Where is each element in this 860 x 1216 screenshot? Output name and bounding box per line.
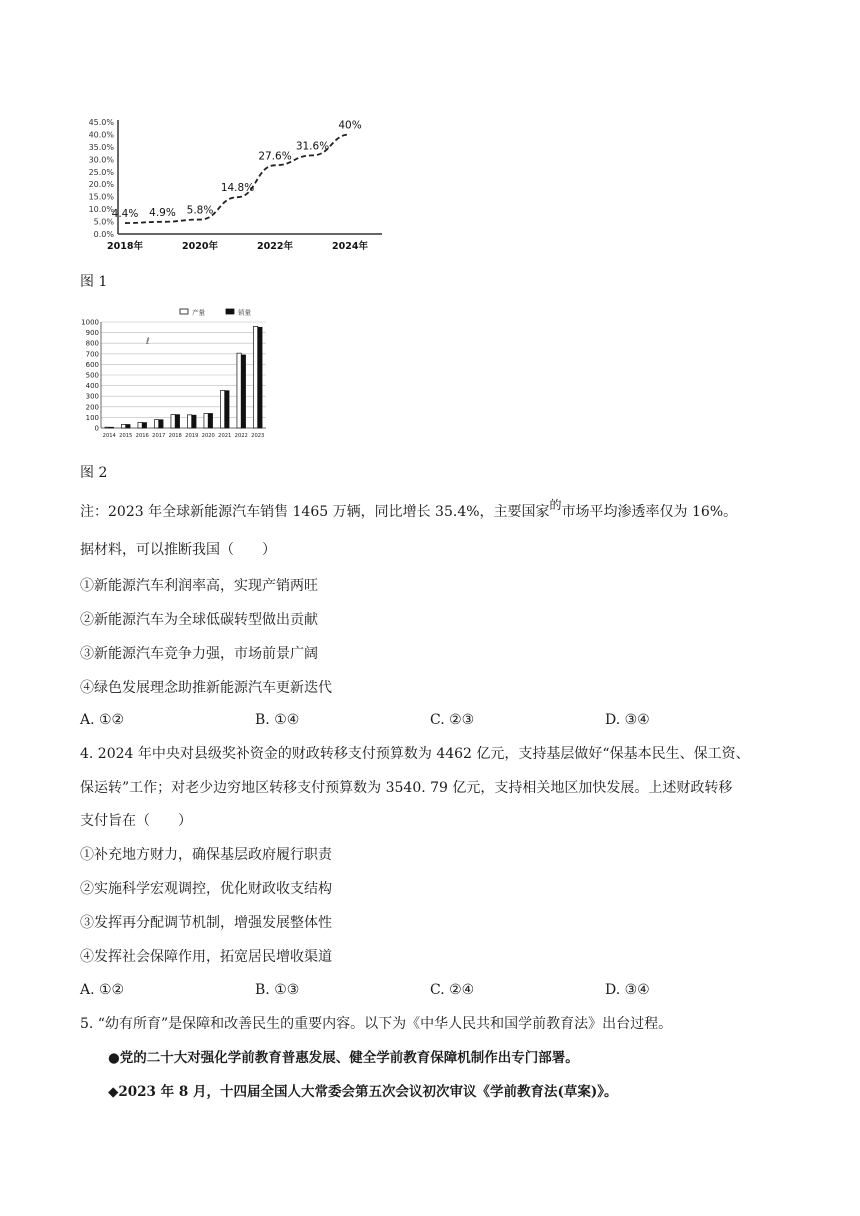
y-tick-label: 100 [85, 413, 99, 422]
x-tick-label: 2022年 [257, 241, 293, 252]
legend-label: 销量 [238, 308, 251, 317]
bar-sales [126, 425, 130, 428]
figure1-caption: 图 1 [80, 274, 108, 290]
q4-option-b[interactable]: B. ①③ [255, 982, 300, 998]
y-tick-label: 45.0% [88, 118, 114, 127]
y-tick-label: 700 [85, 350, 99, 359]
bar-production [237, 353, 241, 428]
q3-item-4: ④绿色发展理念助推新能源汽车更新迭代 [80, 680, 332, 696]
note-text-after: 市场平均渗透率仅为 16%。 [561, 504, 738, 520]
data-label: 4.9% [149, 206, 176, 219]
q4-item-1: ①补充地方财力，确保基层政府履行职责 [80, 847, 332, 863]
y-tick-label: 40.0% [88, 130, 114, 140]
legend-swatch [180, 309, 188, 314]
q3-option-a[interactable]: A. ①② [80, 712, 125, 728]
y-tick-label: 30.0% [88, 155, 114, 165]
bars [105, 326, 262, 428]
q3-option-d[interactable]: D. ③④ [605, 712, 650, 728]
x-tick-label: 2021 [218, 433, 232, 439]
bar-sales [159, 420, 163, 428]
x-tick-label: 2019 [185, 433, 199, 439]
y-tick-label: 25.0% [88, 167, 114, 177]
q4-option-c[interactable]: C. ②④ [430, 982, 475, 998]
data-labels [112, 119, 362, 220]
figure2-bar-chart [80, 304, 270, 444]
y-tick-label: 300 [85, 392, 99, 401]
data-label: 31.6% [295, 140, 330, 153]
q4-item-3: ③发挥再分配调节机制，增强发展整体性 [80, 915, 332, 931]
x-tick-label: 2015 [119, 433, 133, 439]
y-tick-label: 0.0% [93, 230, 114, 239]
data-label: 14.8% [220, 182, 255, 195]
x-axis-tick-labels [107, 240, 368, 252]
x-tick-label: 2018年 [107, 241, 143, 252]
q3-item-1: ①新能源汽车利润率高，实现产销两旺 [80, 578, 318, 594]
y-tick-label: 900 [85, 329, 99, 338]
legend [180, 308, 252, 317]
y-tick-label: 400 [85, 382, 99, 391]
q3-item-3: ③新能源汽车竞争力强，市场前景广阔 [80, 646, 318, 662]
data-label: 27.6% [258, 150, 292, 163]
bar-sales [142, 423, 146, 428]
q4-stem-line-3: 支付旨在（ ） [80, 813, 192, 829]
y-tick-label: 15.0% [88, 192, 114, 202]
q4-option-d[interactable]: D. ③④ [605, 982, 650, 998]
y-tick-label: 500 [85, 371, 99, 380]
bar-sales [208, 413, 212, 428]
x-tick-label: 2016 [135, 433, 149, 439]
figure2-caption: 图 2 [80, 465, 108, 481]
bar-production [105, 427, 109, 428]
q3-item-2: ②新能源汽车为全球低碳转型做出贡献 [80, 612, 318, 628]
bar-production [253, 326, 257, 428]
y-tick-label: 800 [85, 339, 99, 348]
note-paragraph [80, 498, 738, 522]
bar-production [154, 420, 158, 428]
x-tick-label: 2018 [168, 433, 182, 439]
bar-production [138, 422, 142, 428]
x-axis-tick-labels [103, 433, 265, 439]
bar-production [121, 424, 125, 428]
note-superscript: 的 [549, 498, 562, 512]
q4-option-a[interactable]: A. ①② [80, 982, 125, 998]
q5-bullet-2: ◆2023 年 8 月，十四届全国人大常委会第五次会议初次审议《学前教育法(草案)》。 [108, 1084, 618, 1100]
bar-production [204, 413, 208, 428]
stray-mark: ℓ [146, 337, 150, 347]
x-tick-label: 2022 [234, 433, 248, 439]
bar-production [187, 415, 191, 428]
y-tick-label: 10.0% [88, 205, 114, 215]
x-tick-label: 2020年 [182, 241, 218, 252]
y-axis-tick-labels [81, 319, 99, 433]
figure1-line-chart [80, 112, 400, 257]
data-label: 5.8% [186, 204, 214, 217]
y-tick-label: 200 [85, 403, 99, 412]
y-tick-label: 35.0% [88, 142, 114, 152]
y-tick-label: 1000 [81, 318, 99, 327]
legend-label: 产量 [192, 308, 205, 317]
bar-sales [109, 427, 113, 428]
x-tick-label: 2024年 [332, 241, 368, 252]
q4-stem-line-1: 4. 2024 年中央对县级奖补资金的财政转移支付预算数为 4462 亿元，支持基层做好“保基本民生、保工资、 [80, 746, 750, 762]
q5-bullet-1: ●党的二十大对强化学前教育普惠发展、健全学前教育保障机制作出专门部署。 [108, 1050, 579, 1066]
x-tick-label: 2020 [201, 433, 215, 439]
x-tick-label: 2014 [102, 433, 116, 439]
y-tick-label: 20.0% [88, 180, 114, 190]
y-tick-label: 5.0% [93, 217, 114, 227]
y-axis-tick-labels [89, 118, 115, 239]
y-tick-label: 0 [94, 424, 99, 433]
legend-swatch [226, 309, 234, 314]
bar-production [171, 415, 175, 428]
q3-option-c[interactable]: C. ②③ [430, 712, 475, 728]
bar-sales [241, 355, 245, 428]
bar-sales [225, 391, 229, 428]
y-tick-label: 600 [85, 360, 99, 369]
bar-production [220, 390, 224, 428]
x-tick-label: 2023 [251, 433, 265, 439]
data-label: 4.4% [111, 208, 139, 221]
q5-stem: 5. “幼有所育”是保障和改善民生的重要内容。以下为《中华人民共和国学前教育法》出台过程。 [80, 1016, 673, 1032]
x-tick-label: 2017 [152, 433, 166, 439]
q4-item-4: ④发挥社会保障作用，拓宽居民增收渠道 [80, 949, 332, 965]
bar-sales [258, 327, 262, 428]
bar-sales [175, 415, 179, 428]
data-label: 40% [338, 119, 362, 132]
bar-sales [192, 415, 196, 428]
q3-stem: 据材料，可以推断我国（ ） [80, 542, 276, 558]
q3-option-b[interactable]: B. ①④ [255, 712, 300, 728]
note-text-before: 注：2023 年全球新能源汽车销售 1465 万辆，同比增长 35.4%，主要国家 [80, 504, 550, 520]
q4-item-2: ②实施科学宏观调控，优化财政收支结构 [80, 881, 332, 897]
q4-stem-line-2: 保运转”工作；对老少边穷地区转移支付预算数为 3540. 79 亿元，支持相关地区加快发展。上述财政转移 [80, 780, 733, 796]
